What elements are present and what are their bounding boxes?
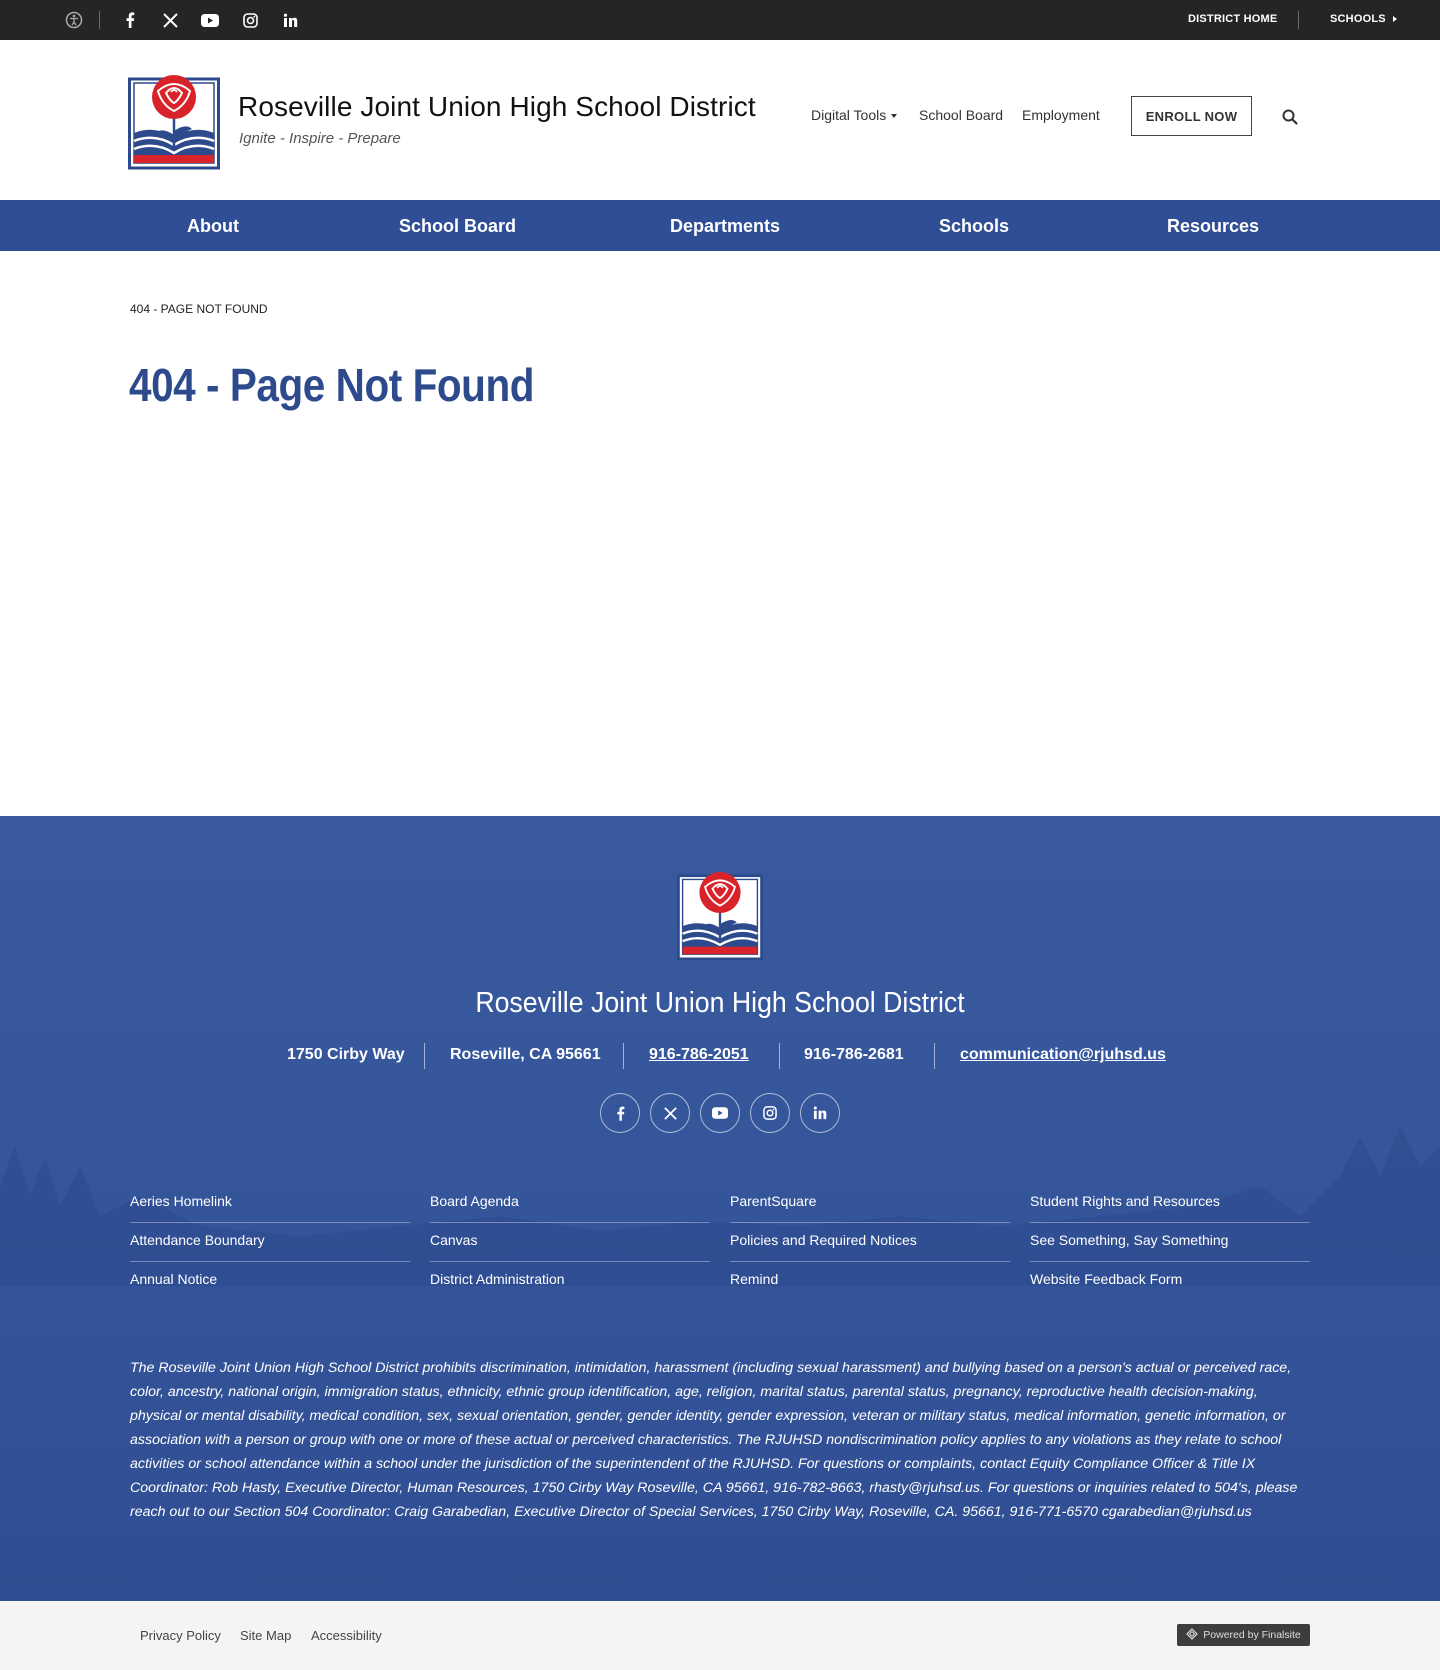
contact-divider xyxy=(424,1043,425,1069)
footer-instagram-icon[interactable] xyxy=(750,1093,790,1133)
footer-email-link[interactable]: communication@rjuhsd.us xyxy=(960,1046,1166,1063)
footer-facebook-icon[interactable] xyxy=(600,1093,640,1133)
caret-right-icon xyxy=(1393,16,1397,22)
page-title: 404 - Page Not Found xyxy=(129,359,535,411)
footer-youtube-icon[interactable] xyxy=(700,1093,740,1133)
finalsite-logo-icon xyxy=(1186,1628,1198,1643)
site-header xyxy=(0,40,1440,200)
header-school-board-link[interactable]: School Board xyxy=(919,107,1004,123)
footer-links-column xyxy=(430,1184,710,1301)
utility-divider xyxy=(1298,11,1299,29)
schools-label: SCHOOLS xyxy=(1330,13,1386,25)
accessibility-icon[interactable] xyxy=(64,10,84,30)
site-tagline: Ignite - Inspire - Prepare xyxy=(239,130,401,147)
footer-link-feedback-form[interactable]: Website Feedback Form xyxy=(1030,1271,1183,1287)
footer-x-twitter-icon[interactable] xyxy=(650,1093,690,1133)
footer-title: Roseville Joint Union High School District xyxy=(475,987,965,1019)
powered-by-finalsite-badge[interactable] xyxy=(1177,1624,1310,1646)
chevron-down-icon xyxy=(891,114,897,118)
x-twitter-icon[interactable] xyxy=(160,10,180,30)
footer-link-board-agenda[interactable]: Board Agenda xyxy=(430,1184,710,1223)
contact-divider xyxy=(779,1043,780,1069)
digital-tools-label: Digital Tools xyxy=(811,107,887,123)
contact-divider xyxy=(934,1043,935,1069)
nav-school-board[interactable]: School Board xyxy=(399,216,517,236)
footer-link-annual-notice[interactable]: Annual Notice xyxy=(130,1271,218,1287)
employment-link[interactable]: Employment xyxy=(1022,107,1100,123)
footer-linkedin-icon[interactable] xyxy=(800,1093,840,1133)
site-footer xyxy=(0,816,1440,1601)
nav-resources[interactable]: Resources xyxy=(1167,216,1260,236)
footer-address: 1750 Cirby Way xyxy=(287,1046,405,1063)
footer-city: Roseville, CA 95661 xyxy=(450,1046,601,1063)
nav-schools[interactable]: Schools xyxy=(939,216,1010,236)
footer-link-attendance-boundary[interactable]: Attendance Boundary xyxy=(130,1223,410,1262)
powered-by-label: Powered by Finalsite xyxy=(1203,1629,1301,1641)
utility-divider xyxy=(99,11,100,29)
footer-fax: 916-786-2681 xyxy=(804,1046,904,1063)
breadcrumb: 404 - PAGE NOT FOUND xyxy=(130,302,268,316)
privacy-policy-link[interactable]: Privacy Policy xyxy=(140,1628,221,1643)
footer-phone-link[interactable]: 916-786-2051 xyxy=(649,1046,749,1063)
footer-link-policies[interactable]: Policies and Required Notices xyxy=(730,1223,1010,1262)
nav-departments[interactable]: Departments xyxy=(670,216,781,236)
footer-links-column xyxy=(1030,1184,1310,1301)
main-navigation xyxy=(0,200,1440,251)
linkedin-icon[interactable] xyxy=(280,10,300,30)
instagram-icon[interactable] xyxy=(240,10,260,30)
bottom-bar xyxy=(0,1601,1440,1670)
nondiscrimination-notice: The Roseville Joint Union High School District prohibits discrimination, intimidation, harassment (including sexual harassment) and bullying based on a person's actual or perceived race, color, ancestry, national origin, immigration status, ethnicity, ethnic group identification, age, religion, marital status, parental status, pregnancy, reproductive health decision-making, physical or mental disability, medical condition, sex, sexual orientation, gender, gender identity, gender expression, veteran or military status, medical information, genetic information, or association with a person or group with one or more of these actual or perceived characteristics. The RJUHSD nondiscrimination policy applies to any violations as they relate to school activities or school attendance within a school under the jurisdiction of the superintendent of the RJUHSD. For questions or complaints, contact Equity Compliance Officer & Title IX Coordinator: Rob Hasty, Executive Director, Human Resources, 1750 Cirby Way Roseville, CA 95661, 916-782-8663, rhasty@rjuhsd.us. For questions or inquiries related to 504's, please reach out to our Section 504 Coordinator: Craig Garabedian, Executive Director of Special Services, 1750 Cirby Way, Roseville, CA. 95661, 916-771-6570 cgarabedian@rjuhsd.us xyxy=(130,1360,1298,1520)
footer-link-student-rights[interactable]: Student Rights and Resources xyxy=(1030,1184,1310,1223)
footer-district-logo[interactable] xyxy=(677,865,763,964)
schools-dropdown[interactable] xyxy=(1330,13,1397,25)
enroll-now-button[interactable]: ENROLL NOW xyxy=(1131,96,1252,136)
footer-links-column xyxy=(130,1184,410,1301)
district-logo[interactable] xyxy=(128,71,220,170)
youtube-icon[interactable] xyxy=(200,10,220,30)
footer-link-canvas[interactable]: Canvas xyxy=(430,1223,710,1262)
digital-tools-dropdown[interactable] xyxy=(811,107,897,123)
footer-link-parentsquare[interactable]: ParentSquare xyxy=(730,1184,1010,1223)
footer-link-remind[interactable]: Remind xyxy=(730,1271,779,1287)
footer-links-column xyxy=(730,1184,1010,1301)
contact-divider xyxy=(623,1043,624,1069)
site-map-link[interactable]: Site Map xyxy=(240,1628,292,1643)
district-home-link[interactable]: DISTRICT HOME xyxy=(1188,13,1278,25)
footer-link-see-something[interactable]: See Something, Say Something xyxy=(1030,1223,1310,1262)
utility-bar xyxy=(0,0,1440,40)
accessibility-link[interactable]: Accessibility xyxy=(311,1628,382,1643)
footer-link-aeries-homelink[interactable]: Aeries Homelink xyxy=(130,1184,410,1223)
nav-about[interactable]: About xyxy=(187,216,239,236)
footer-link-district-administration[interactable]: District Administration xyxy=(430,1271,565,1287)
search-icon[interactable] xyxy=(1281,108,1299,126)
facebook-icon[interactable] xyxy=(120,10,140,30)
site-title[interactable]: Roseville Joint Union High School District xyxy=(238,91,756,122)
